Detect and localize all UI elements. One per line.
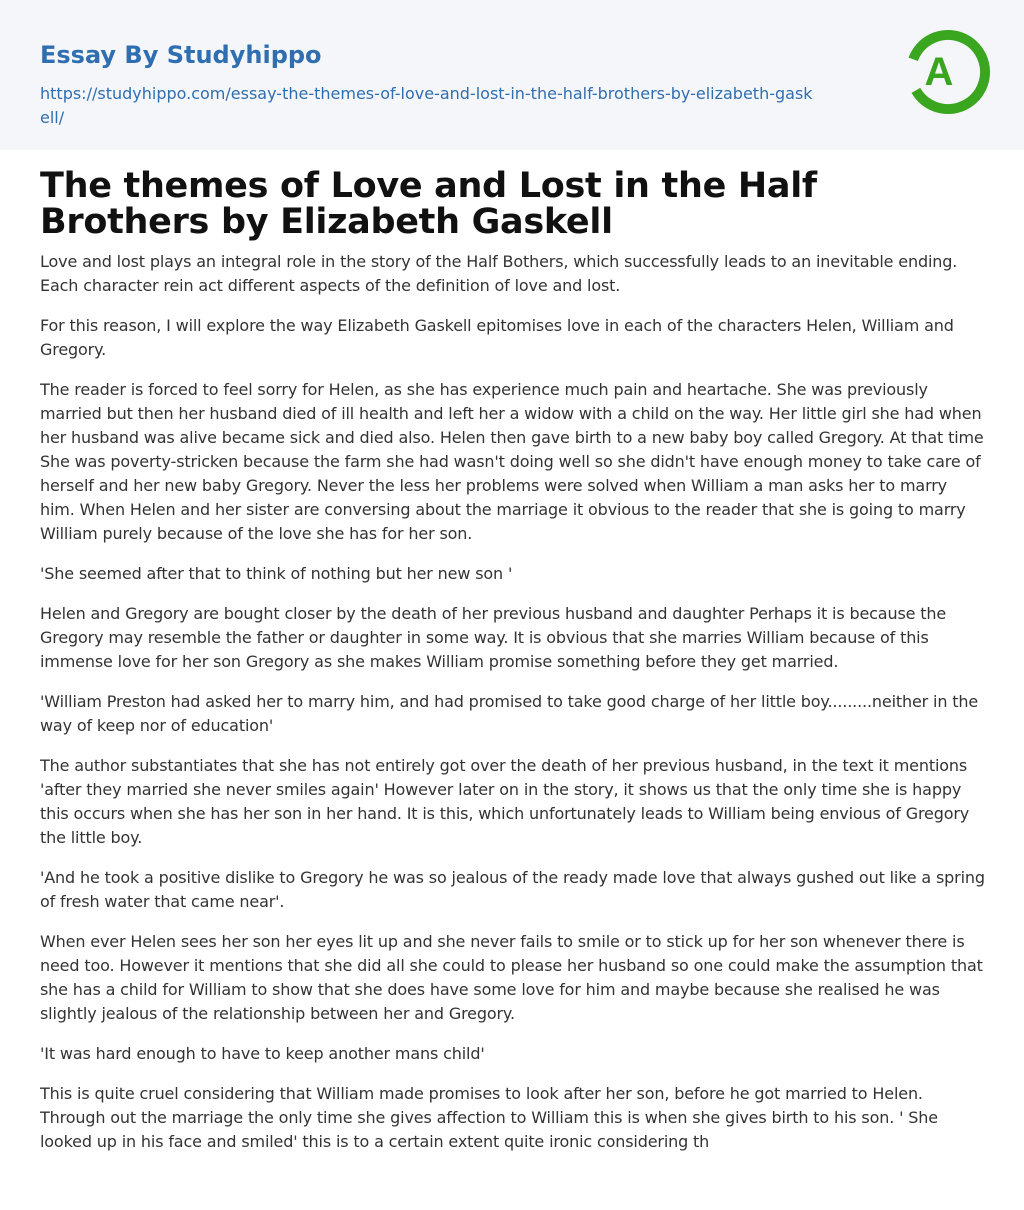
logo-letter: A — [924, 50, 954, 94]
article-paragraph: For this reason, I will explore the way Elizabeth Gaskell epitomises love in each of the characters Helen, William and Gregory. — [40, 316, 954, 359]
article-paragraph: This is quite cruel considering that William made promises to look after her son, before he got married to Helen. Through out the marriage the only time she gives affection to William this is when she gives birth to his son. ' She looked up in his face and smiled' this is to a certain extent quite ironic considering th — [40, 1084, 938, 1151]
article-paragraph: Helen and Gregory are bought closer by the death of her previous husband and daughter Perhaps it is because the Gregory may resemble the father or daughter in some way. It is obvious that she marries William because of this immense love for her son Gregory as she makes William promise something before they get married. — [40, 604, 947, 671]
article-paragraph: The reader is forced to feel sorry for Helen, as she has experience much pain and heartache. She was previously married but then her husband died of ill health and left her a widow with a child on the way. Her little girl she had when her husband was alive became sick and died also. Helen then gave birth to a new baby boy called Gregory. At that time She was poverty-stricken because the farm she had wasn't doing well so she didn't have enough money to take care of herself and her new baby Gregory. Never the less her problems were solved when William a man asks her to marry him. When Helen and her sister are conversing about the marriage it obvious to the reader that she is going to marry William purely because of the love she has for her son. — [40, 380, 984, 543]
article-url-link[interactable]: https://studyhippo.com/essay-the-themes-of-love-and-lost-in-the-half-brothers-by-elizabeth-gaskell/ — [40, 84, 813, 127]
article-paragraph: When ever Helen sees her son her eyes lit up and she never fails to smile or to stick up for her son whenever there is need too. However it mentions that she did all she could to please her husband so one could make the assumption that she has a child for William to show that she does have some love for him and maybe because she realised he was slightly jealous of the relationship between her and Gregory. — [40, 932, 983, 1023]
article-paragraph: 'William Preston had asked her to marry him, and had promised to take good charge of her little boy.........neither in the way of keep nor of education' — [40, 692, 979, 735]
article-paragraph: 'She seemed after that to think of nothing but her new son ' — [40, 564, 513, 583]
article — [40, 168, 985, 1170]
site-header — [0, 0, 1024, 150]
article-paragraph: 'It was hard enough to have to keep another mans child' — [40, 1044, 485, 1063]
article-body — [40, 250, 985, 1154]
article-paragraph: The author substantiates that she has not entirely got over the death of her previous husband, in the text it mentions 'after they married she never smiles again' However later on in the story, it shows us that the only time she is happy this occurs when she has her son in her hand. It is this, which unfortunately leads to William being envious of Gregory the little boy. — [40, 756, 970, 847]
site-title[interactable]: Essay By Studyhippo — [40, 41, 322, 69]
article-paragraph: Love and lost plays an integral role in the story of the Half Bothers, which successfully leads to an inevitable ending. Each character rein act different aspects of the definition of love and lost. — [40, 252, 958, 295]
article-paragraph: 'And he took a positive dislike to Gregory he was so jealous of the ready made love that always gushed out like a spring of fresh water that came near'. — [40, 868, 985, 911]
studyhippo-logo-icon[interactable] — [905, 28, 991, 116]
article-title: The themes of Love and Lost in the Half Brothers by Elizabeth Gaskell — [40, 166, 817, 242]
